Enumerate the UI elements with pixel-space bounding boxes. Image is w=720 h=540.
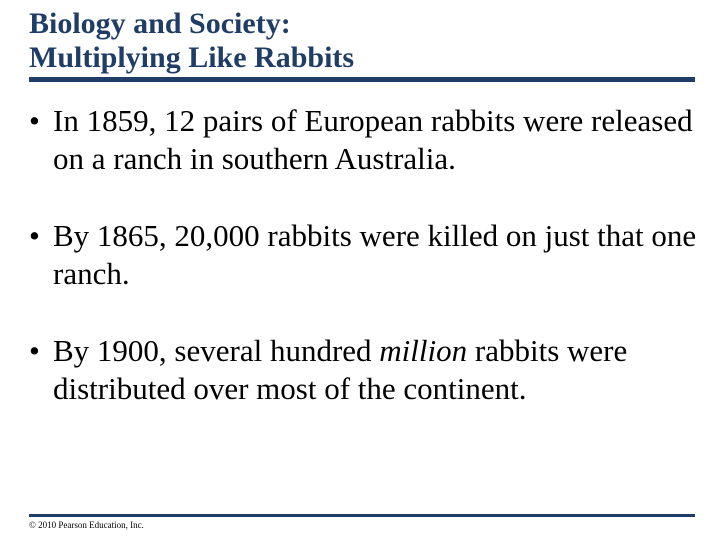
bullet-text-after: rabbits were distributed over most of the continent. [53, 333, 628, 406]
bullet-item-1865 [29, 217, 699, 293]
bullet-marker: • [29, 333, 40, 368]
title-line-2: Multiplying Like Rabbits [29, 41, 355, 74]
bullet-text-emphasis: million [379, 333, 468, 368]
footer-copyright: © 2010 Pearson Education, Inc. [29, 520, 144, 530]
bullet-text-before: By 1900, several hundred [53, 333, 380, 368]
bullet-text: In 1859, 12 pairs of European rabbits were released on a ranch in southern Australia. [53, 103, 693, 176]
bullet-marker: • [29, 218, 40, 253]
title-underline-rule [29, 77, 695, 82]
bullet-item-1859 [29, 102, 699, 178]
bullet-text [53, 333, 627, 406]
bullet-item-1900 [29, 332, 699, 408]
bullet-text: By 1865, 20,000 rabbits were killed on just that one ranch. [53, 218, 697, 291]
bullet-list [29, 102, 699, 447]
footer-rule [29, 514, 695, 517]
title-line-1: Biology and Society: [29, 7, 291, 40]
slide-title [29, 7, 354, 75]
bullet-marker: • [29, 103, 40, 138]
